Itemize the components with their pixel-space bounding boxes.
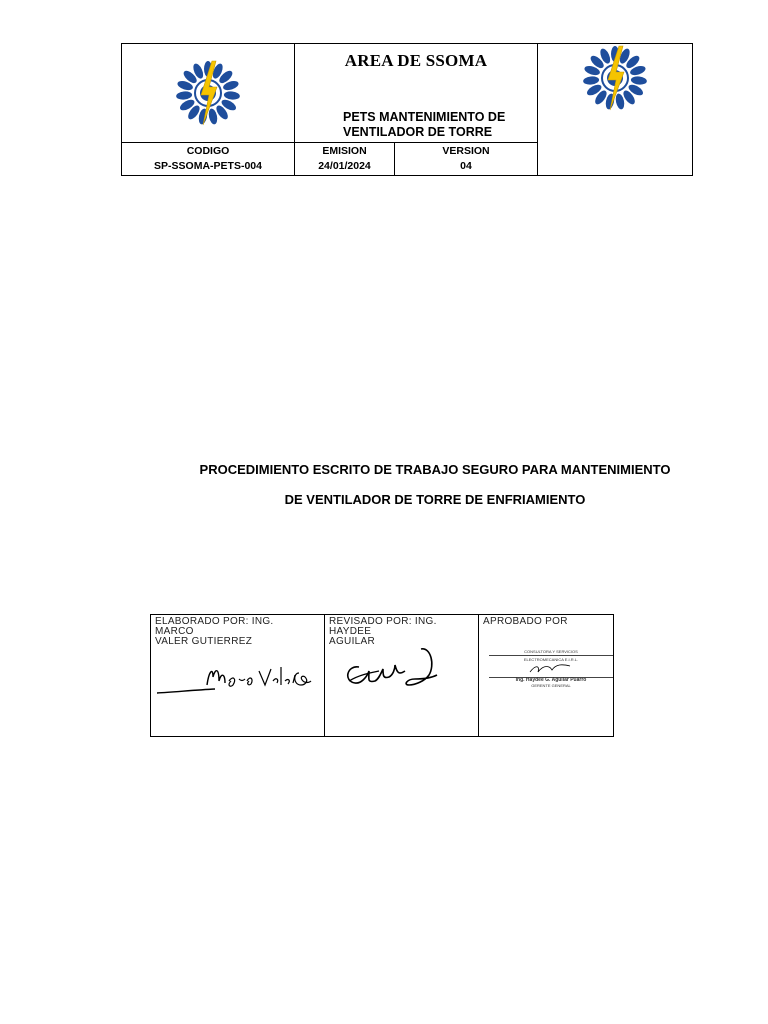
version-cell (395, 143, 538, 175)
document-title-line1: PETS MANTENIMIENTO DE (343, 110, 506, 124)
elaborado-cell (151, 615, 325, 737)
codigo-cell (122, 143, 295, 176)
codigo-value: SP-SSOMA-PETS-004 (154, 160, 262, 172)
area-title: AREA DE SSOMA (295, 44, 538, 79)
stamp-role: GERENTE GENERAL (531, 683, 571, 688)
main-title-line2: DE VENTILADOR DE TORRE DE ENFRIAMIENTO (284, 492, 586, 507)
emision-version-table (295, 143, 537, 175)
stamp-company-line2: ELECTROMECANICA E.I.R.L. (523, 657, 579, 662)
stamp-company-line1: CONSULTORA Y SERVICIOS (524, 649, 578, 654)
document-header-table (121, 43, 693, 176)
codigo-label: CODIGO (186, 145, 230, 157)
emision-version-cell (295, 143, 538, 176)
stamp-signature (526, 662, 576, 676)
emision-cell (295, 143, 395, 175)
main-title-line1: PROCEDIMIENTO ESCRITO DE TRABAJO SEGURO PARA MANTENIMIENTO (199, 462, 671, 477)
revisado-line1: REVISADO POR: ING. (329, 616, 437, 627)
aprobado-cell (479, 615, 614, 737)
logo-cell-left (122, 44, 295, 143)
revisado-line3: AGUILAR (329, 636, 376, 647)
version-label: VERSION (442, 145, 490, 157)
document-title-line2: VENTILADOR DE TORRE (343, 125, 493, 139)
revisado-cell (325, 615, 479, 737)
signature-haydee-aguilar (329, 647, 449, 697)
version-value: 04 (460, 160, 472, 172)
company-logo-icon (176, 59, 240, 127)
logo-cell-right (538, 44, 693, 176)
document-title (295, 78, 538, 143)
elaborado-line1: ELABORADO POR: ING. (155, 616, 274, 627)
elaborado-line2: MARCO (155, 626, 194, 637)
signature-table (150, 614, 614, 737)
stamp-name: Ing. Haydee G. Aguilar Puarro (515, 677, 587, 683)
revisado-line2: HAYDEE (329, 626, 372, 637)
approval-stamp (489, 649, 613, 688)
emision-value: 24/01/2024 (318, 160, 371, 172)
elaborado-line3: VALER GUTIERREZ (155, 636, 253, 647)
signature-marco-valer (155, 659, 315, 699)
aprobado-label: APROBADO POR (483, 616, 568, 627)
emision-label: EMISION (322, 145, 367, 157)
stamp-divider (489, 655, 613, 656)
company-logo-icon (583, 44, 647, 112)
